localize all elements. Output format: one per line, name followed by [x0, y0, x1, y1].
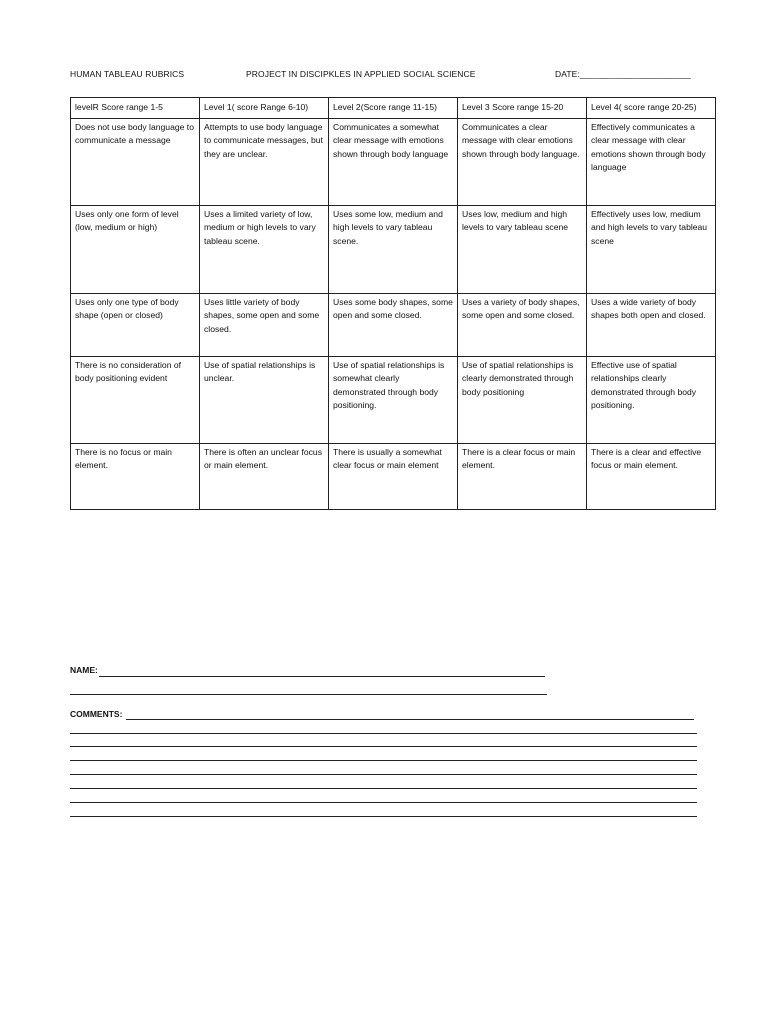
- header-cell-level-2: Level 2(Score range 11-15): [329, 98, 458, 119]
- rubric-row-body-shapes: [71, 294, 716, 357]
- comments-line[interactable]: [70, 746, 697, 747]
- date-field: DATE:_______________________: [555, 69, 691, 79]
- rubric-cell: There is no focus or main element.: [71, 444, 200, 510]
- rubric-cell: Communicates a somewhat clear message with emotions shown through body language: [329, 119, 458, 206]
- name-line-continued[interactable]: [70, 694, 547, 695]
- rubric-row-spatial: [71, 357, 716, 444]
- comments-line[interactable]: [70, 774, 697, 775]
- rubric-cell: Uses little variety of body shapes, some open and some closed.: [200, 294, 329, 357]
- rubric-cell: Effectively communicates a clear message with clear emotions shown through body language: [587, 119, 716, 206]
- rubric-cell: There is a clear and effective focus or main element.: [587, 444, 716, 510]
- rubric-row-focus: [71, 444, 716, 510]
- comments-line[interactable]: [70, 802, 697, 803]
- rubric-table: [70, 97, 716, 510]
- comments-line[interactable]: [70, 760, 697, 761]
- rubric-cell: Uses only one form of level (low, medium or high): [71, 206, 200, 294]
- rubric-cell: Uses some body shapes, some open and some closed.: [329, 294, 458, 357]
- rubric-cell: There is a clear focus or main element.: [458, 444, 587, 510]
- rubric-cell: Effectively uses low, medium and high levels to vary tableau scene: [587, 206, 716, 294]
- rubric-header-row: [71, 98, 716, 119]
- rubric-cell: Effective use of spatial relationships clearly demonstrated through body positioning.: [587, 357, 716, 444]
- header-cell-level-4: Level 4( score range 20-25): [587, 98, 716, 119]
- rubric-cell: Uses only one type of body shape (open or closed): [71, 294, 200, 357]
- rubric-cell: Attempts to use body language to communicate messages, but they are unclear.: [200, 119, 329, 206]
- rubric-cell: Communicates a clear message with clear emotions shown through body language.: [458, 119, 587, 206]
- rubric-cell: There is no consideration of body positioning evident: [71, 357, 200, 444]
- rubric-cell: Use of spatial relationships is unclear.: [200, 357, 329, 444]
- header-cell-level-1: Level 1( score Range 6-10): [200, 98, 329, 119]
- project-title: PROJECT IN DISCIPKLES IN APPLIED SOCIAL SCIENCE: [246, 69, 476, 79]
- comments-label: COMMENTS:: [70, 709, 123, 719]
- header-cell-level-3: Level 3 Score range 15-20: [458, 98, 587, 119]
- name-line[interactable]: [99, 676, 545, 677]
- rubric-cell: Use of spatial relationships is clearly demonstrated through body positioning: [458, 357, 587, 444]
- document-title: HUMAN TABLEAU RUBRICS: [70, 69, 185, 79]
- comments-line[interactable]: [126, 719, 694, 720]
- rubric-cell: Uses a variety of body shapes, some open and some closed.: [458, 294, 587, 357]
- rubric-cell: There is usually a somewhat clear focus or main element: [329, 444, 458, 510]
- rubric-cell: Uses a limited variety of low, medium or high levels to vary tableau scene.: [200, 206, 329, 294]
- rubric-cell: Use of spatial relationships is somewhat clearly demonstrated through body positioning.: [329, 357, 458, 444]
- rubric-row-body-language: [71, 119, 716, 206]
- comments-line[interactable]: [70, 733, 697, 734]
- rubric-cell: Uses low, medium and high levels to vary tableau scene: [458, 206, 587, 294]
- comments-line[interactable]: [70, 816, 697, 817]
- rubric-cell: Uses some low, medium and high levels to vary tableau scene.: [329, 206, 458, 294]
- rubric-cell: There is often an unclear focus or main element.: [200, 444, 329, 510]
- comments-line[interactable]: [70, 788, 697, 789]
- rubric-cell: Uses a wide variety of body shapes both open and closed.: [587, 294, 716, 357]
- header-cell-level-r: levelR Score range 1-5: [71, 98, 200, 119]
- rubric-row-levels: [71, 206, 716, 294]
- name-label: NAME:: [70, 665, 98, 675]
- rubric-cell: Does not use body language to communicate a message: [71, 119, 200, 206]
